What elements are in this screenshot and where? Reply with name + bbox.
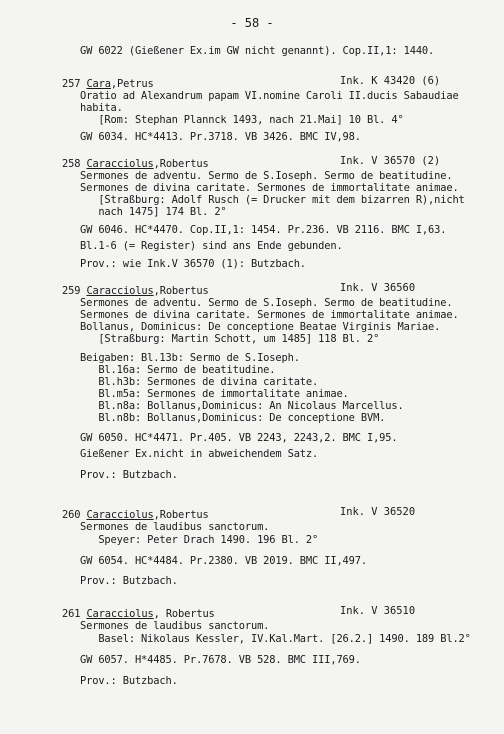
entry-line: GW 6054. HC*4484. Pr.2380. VB 2019. BMC II,497. [80,555,367,567]
entry-number: 258 Caracciolus,Robertus [62,158,209,170]
entry-line: Bl.n8b: Bollanus,Dominicus: De conceptione BVM. [80,412,386,424]
entry-line: Sermones de divina caritate. Sermones de immortalitate animae. [80,309,459,321]
entry-line: Sermones de laudibus sanctorum. [80,521,270,533]
page-number: - 58 - [230,16,274,30]
entry-line: Bl.m5a: Sermones de immortalitate animae. [80,388,349,400]
entry-line: Basel: Nikolaus Kessler, IV.Kal.Mart. [26.2.] 1490. 189 Bl.2° [80,633,471,645]
entry-shelfmark: Ink. V 36510 [340,605,416,617]
entry-shelfmark: Ink. V 36560 [340,282,416,294]
entry-line: Bl.16a: Sermo de beatitudine. [80,364,276,376]
entry-line: Prov.: Butzbach. [80,675,178,687]
entry-line: GW 6034. HC*4413. Pr.3718. VB 3426. BMC IV,98. [80,131,361,143]
entry-line: Bl.h3b: Sermones de divina caritate. [80,376,319,388]
entry-line: habita. [80,102,123,114]
entry-shelfmark: Ink. V 36570 (2) [340,155,441,167]
entry-number: 260 Caracciolus,Robertus [62,509,209,521]
entry-number: 261 Caracciolus, Robertus [62,608,215,620]
entry-line: Sermones de adventu. Sermo de S.Ioseph. Sermo de beatitudine. [80,170,453,182]
entry-author: Cara [86,78,111,90]
entry-shelfmark: Ink. K 43420 (6) [340,75,441,87]
entry-line: Bl.n8a: Bollanus,Dominicus: An Nicolaus Marcellus. [80,400,404,412]
entry-line: Prov.: Butzbach. [80,575,178,587]
entry-line: Bl.1-6 (= Register) sind ans Ende gebunden. [80,240,343,252]
entry-shelfmark: Ink. V 36520 [340,506,416,518]
entry-line: Speyer: Peter Drach 1490. 196 Bl. 2° [80,534,319,546]
entry-line: Sermones de laudibus sanctorum. [80,620,270,632]
entry-line: Sermones de divina caritate. Sermones de immortalitate animae. [80,182,459,194]
entry-line: [Straßburg: Martin Schott, um 1485] 118 Bl. 2° [80,333,380,345]
intro-line: GW 6022 (Gießener Ex.im GW nicht genannt). Cop.II,1: 1440. [80,45,435,57]
entry-line: GW 6050. HC*4471. Pr.405. VB 2243, 2243,2. BMC I,95. [80,432,398,444]
entry-number: 257 Cara,Petrus [62,78,154,90]
entry-line: Prov.: Butzbach. [80,469,178,481]
entry-line: Gießener Ex.nicht in abweichendem Satz. [80,448,319,460]
entry-line: [Straßburg: Adolf Rusch (= Drucker mit dem bizarren R),nicht [80,194,465,206]
entry-line: GW 6046. HC*4470. Cop.II,1: 1454. Pr.236. VB 2116. BMC I,63. [80,224,447,236]
entry-line: nach 1475] 174 Bl. 2° [80,206,227,218]
entry-line: GW 6057. H*4485. Pr.7678. VB 528. BMC III,769. [80,654,361,666]
entry-author: Caracciolus [86,285,154,297]
entry-line: Oratio ad Alexandrum papam VI.nomine Caroli II.ducis Sabaudiae [80,90,459,102]
entry-author: Caracciolus [86,158,154,170]
entry-line: Beigaben: Bl.13b: Sermo de S.Ioseph. [80,352,300,364]
entry-author: Caracciolus [86,608,154,620]
entry-number: 259 Caracciolus,Robertus [62,285,209,297]
entry-author: Caracciolus [86,509,154,521]
entry-line: [Rom: Stephan Plannck 1493, nach 21.Mai] 10 Bl. 4° [80,114,404,126]
entry-line: Bollanus, Dominicus: De conceptione Beatae Virginis Mariae. [80,321,441,333]
entry-line: Prov.: wie Ink.V 36570 (1): Butzbach. [80,258,306,270]
entry-line: Sermones de adventu. Sermo de S.Ioseph. Sermo de beatitudine. [80,297,453,309]
